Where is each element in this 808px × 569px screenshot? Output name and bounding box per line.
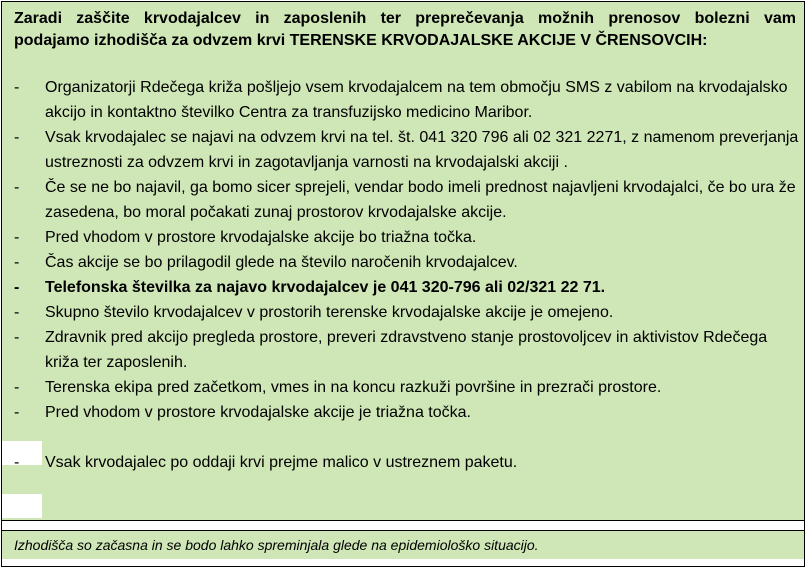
bullet-dash: - [14,229,20,246]
list-item-text: Organizatorji Rdečega križa pošljejo vsem krvodajalcem na tem območju SMS z vabilom na krvodajalsko akcijo in kontaktno številko Centra za transfuzijsko medicino Maribor. [45,79,788,121]
footnote: Izhodišča so začasna in se bodo lahko spreminjala glede na epidemiološko situacijo. [14,537,539,553]
list-item-phone [14,275,804,300]
list-item [14,75,804,125]
guidelines-list [14,75,804,475]
blank-gap [2,494,42,518]
list-item-text: Pred vhodom v prostore krvodajalske akcije je triažna točka. [45,404,471,421]
list-item-text: Čas akcije se bo prilagodil glede na število naročenih krvodajalcev. [45,254,518,271]
list-item-text: Terenska ekipa pred začetkom, vmes in na koncu razkuži površine in prezrači prostore. [45,379,662,396]
bullet-dash: - [14,379,20,396]
intro-line-2: podajamo izhodišča za odvzem krvi TERENSKE KRVODAJALSKE AKCIJE V ČRENSOVCIH: [14,32,708,49]
list-item [14,400,804,425]
list-item [14,250,804,275]
bullet-dash: - [14,329,20,346]
list-item-text: Pred vhodom v prostore krvodajalske akcije bo triažna točka. [45,229,477,246]
list-item-text: Telefonska številka za najavo krvodajalcev je 041 320-796 ali 02/321 22 71. [45,279,606,296]
list-item [14,300,804,325]
bullet-dash: - [14,79,20,96]
intro-line-1: Zaradi zaščite krvodajalcev in zaposlenih ter preprečevanja možnih prenosov bolezni vam [14,10,796,27]
bullet-dash: - [14,404,20,421]
list-item [14,450,804,475]
list-item [14,375,804,400]
list-item-text: Vsak krvodajalec po oddaji krvi prejme malico v ustreznem paketu. [45,454,518,471]
list-item-text: Skupno število krvodajalcev v prostorih terenske krvodajalske akcije je omejeno. [45,304,614,321]
bullet-dash: - [14,129,20,146]
intro-paragraph [14,8,796,52]
list-spacer [14,425,804,450]
bullet-dash: - [14,454,20,471]
list-item-text: Vsak krvodajalec se najavi na odvzem krvi na tel. št. 041 320 796 ali 02 321 2271, z namenom preverjanja ustreznosti za odvzem krvi in zagotavljanja varnosti na krvodajalski akciji . [45,129,799,171]
list-item [14,325,804,375]
list-item [14,225,804,250]
bullet-dash: - [14,254,20,271]
list-item [14,125,804,175]
bullet-dash: - [14,279,20,296]
bullet-dash: - [14,179,20,196]
bullet-dash: - [14,304,20,321]
divider-top [1,520,805,521]
list-item [14,175,804,225]
list-item-text: Če se ne bo najavil, ga bomo sicer sprejeli, vendar bodo imeli prednost najavljeni krvodajalci, če bo ura že zasedena, bo moral počakati zunaj prostorov krvodajalske akcije. [45,179,796,221]
list-item-text: Zdravnik pred akcijo pregleda prostore, preveri zdravstveno stanje prostovoljcev in aktivistov Rdečega križa ter zaposlenih. [45,329,768,371]
